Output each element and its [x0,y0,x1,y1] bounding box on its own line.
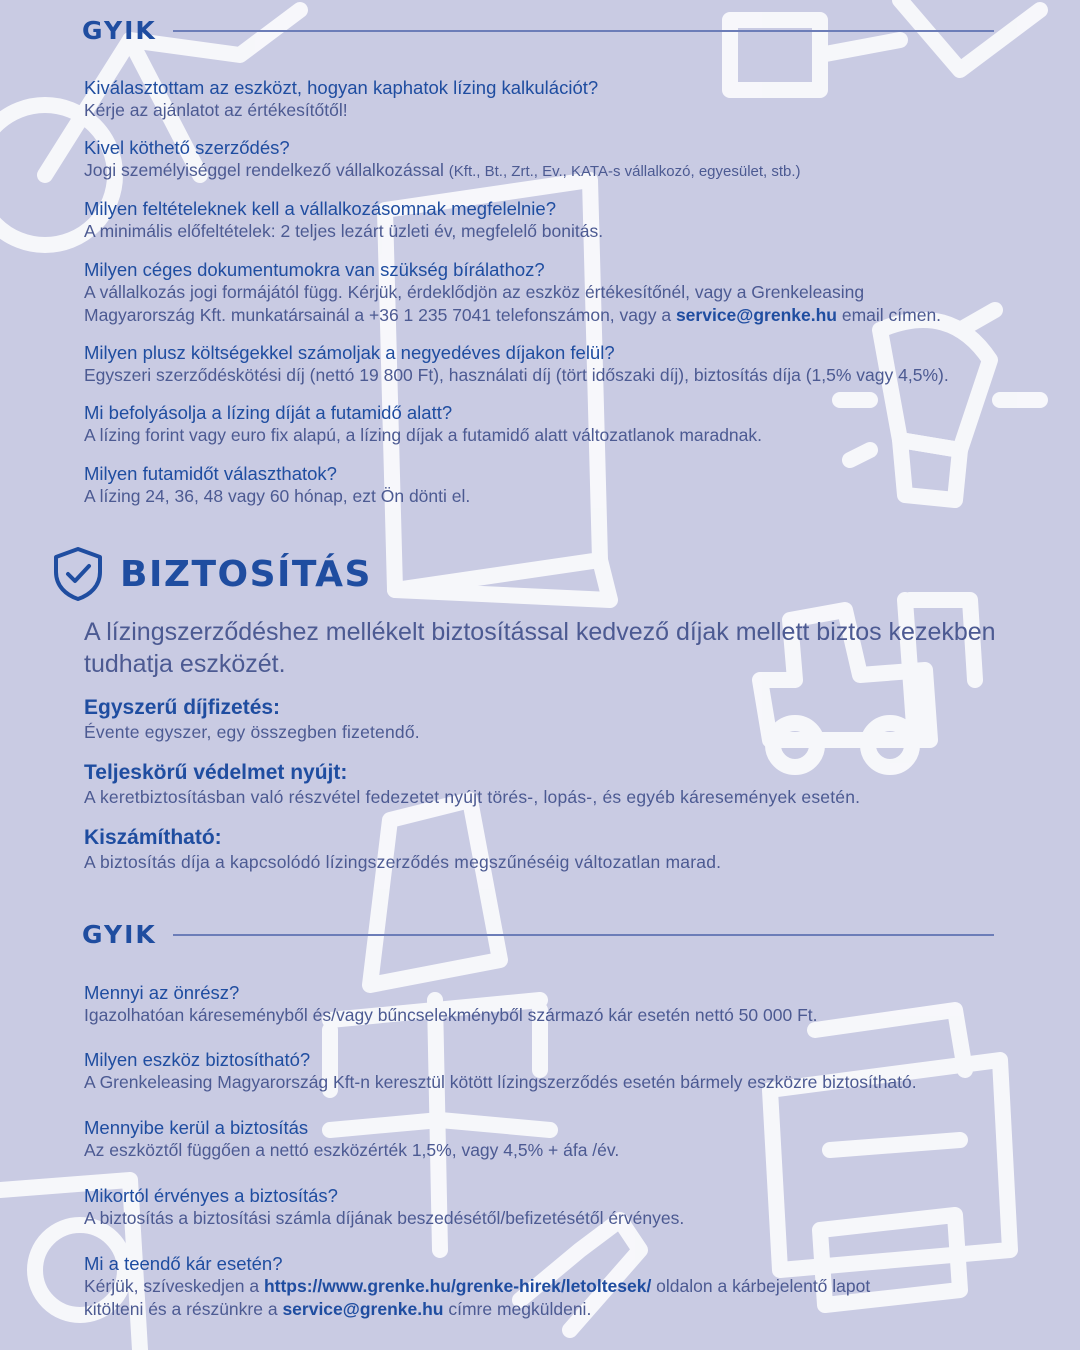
faq-question: Mikortól érvényes a biztosítás? [84,1185,338,1206]
shield-check-icon [52,546,104,602]
entity-types-note: (Kft., Bt., Zrt., Ev., KATA-s vállalkozó, egyesület, stb.) [448,163,801,180]
faq-answer-cont: Magyarország Kft. munkatársainál a +36 1 235 7041 telefonszámon, vagy a service@grenke.hu email címen. [84,304,942,325]
email-link[interactable]: service@grenke.hu [675,304,837,325]
faq-question: Mennyibe kerül a biztosítás [84,1117,309,1138]
email-link[interactable]: service@grenke.hu [282,1298,444,1319]
faq-question: Mennyi az önrész? [84,982,240,1003]
faq-item [84,197,1074,243]
faq-question: Milyen céges dokumentumokra van szükség bírálathoz? [84,259,545,280]
insurance-lead: A lízingszerződéshez mellékelt biztosítással kedvező díjak mellett biztos kezekben tudhatja eszközét. [84,618,996,678]
faq-answer: A minimális előfeltételek: 2 teljes lezárt üzleti év, megfelelő bonitás. [84,221,604,241]
faq-question: Mi a teendő kár esetén? [84,1253,283,1274]
faq-item [84,1116,1074,1162]
faq-item [84,1252,1074,1320]
faq-question: Milyen plusz költségekkel számoljak a negyedéves díjakon felül? [84,342,615,363]
downloads-link[interactable]: https://www.grenke.hu/grenke-hirek/letoltesek/ [263,1276,652,1296]
faq-item [84,981,1074,1027]
faq-answer: A lízing forint vagy euro fix alapú, a lízing díjak a futamidő alatt változatlanok maradnak. [84,425,763,445]
faq-answer: Jogi személyiséggel rendelkező vállalkozással (Kft., Bt., Zrt., Ev., KATA-s vállalkozó, egyesület, stb.) [84,160,801,180]
feature-text: Évente egyszer, egy összegben fizetendő. [84,722,420,742]
feature-heading: Kiszámítható: [84,826,222,849]
divider-line [173,30,994,32]
faq-item [84,1048,1074,1094]
insurance-feature [84,695,1074,743]
faq-question: Kiválasztottam az eszközt, hogyan kaphatok lízing kalkulációt? [84,77,599,98]
faq-answer: A lízing 24, 36, 48 vagy 60 hónap, ezt Ön dönti el. [84,486,471,506]
faq-question: Milyen futamidőt választhatok? [84,463,337,484]
faq-item [84,1184,1074,1230]
faq-item [84,258,1074,326]
faq-answer: Egyszeri szerződéskötési díj (nettó 19 800 Ft), használati díj (tört időszaki díj), biztosítás díja (1,5% vagy 4,5%). [84,365,949,385]
faq-question: Milyen feltételeknek kell a vállalkozásomnak megfelelnie? [84,198,556,219]
faq-answer: A vállalkozás jogi formájától függ. Kérjük, érdeklődjön az eszköz értékesítőnél, vagy a Grenkeleasing [84,282,865,302]
faq-answer: Az eszköztől függően a nettó eszközérték 1,5%, vagy 4,5% + áfa /év. [84,1140,620,1160]
faq-question: Mi befolyásolja a lízing díját a futamidő alatt? [84,402,453,423]
faq-item [84,76,1074,122]
feature-text: A biztosítás díja a kapcsolódó lízingszerződés megszűnéséig változatlan marad. [84,852,722,872]
faq-answer-cont: kitölteni és a részünkre a service@grenke.hu címre megküldeni. [84,1298,592,1319]
faq-item [84,462,1074,508]
faq-answer: A biztosítás a biztosítási számla díjának beszedésétől/befizetésétől érvényes. [84,1208,685,1228]
faq-answer: Kérjük, szíveskedjen a https://www.grenke.hu/grenke-hirek/letoltesek/ oldalon a kárbejelentő lapot [84,1276,871,1296]
faq-question: Kivel köthető szerződés? [84,137,290,158]
insurance-feature [84,760,1074,808]
feature-text: A keretbiztosításban való részvétel fedezetet nyújt törés-, lopás-, és egyéb káresemények esetén. [84,787,861,807]
faq-section-header [82,920,994,949]
insurance-feature [84,825,1074,873]
divider-line [173,934,994,936]
feature-heading: Teljeskörű védelmet nyújt: [84,761,348,784]
faq-answer: A Grenkeleasing Magyarország Kft-n keresztül kötött lízingszerződés esetén bármely eszközre biztosítható. [84,1072,917,1092]
insurance-header [52,546,372,602]
faq-question: Milyen eszköz biztosítható? [84,1049,311,1070]
faq-item [84,136,1074,184]
feature-heading: Egyszerű díjfizetés: [84,696,281,719]
section-title: GYIK [82,920,157,949]
faq-item [84,401,1074,447]
faq-section-header [82,16,994,45]
section-title: GYIK [82,16,157,45]
faq-item [84,341,1074,387]
faq-answer: Kérje az ajánlatot az értékesítőtől! [84,100,348,120]
faq-answer: Igazolhatóan káreseményből és/vagy bűncselekményből származó kár esetén nettó 50 000 Ft. [84,1005,818,1025]
insurance-title: BIZTOSÍTÁS [120,553,372,595]
